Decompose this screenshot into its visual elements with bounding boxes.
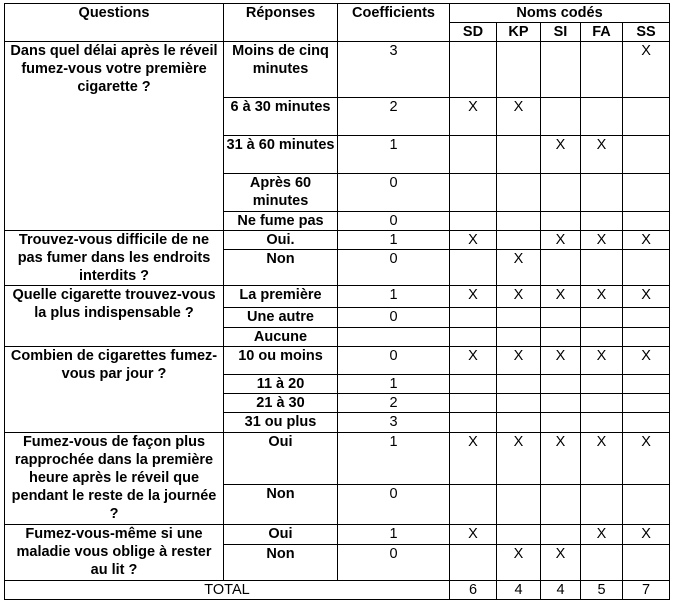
mark-cell [623,394,670,413]
header-code: SS [623,23,670,42]
mark-cell [450,250,497,286]
coefficient-cell: 1 [338,433,450,485]
mark-cell: X [497,250,541,286]
response-cell: 31 à 60 minutes [224,136,338,174]
mark-cell: X [581,136,623,174]
mark-cell: X [541,286,581,308]
mark-cell [623,375,670,394]
coefficient-cell: 1 [338,375,450,394]
mark-cell [450,413,497,433]
response-cell: 31 ou plus [224,413,338,433]
coefficient-cell: 0 [338,308,450,328]
mark-cell: X [581,231,623,250]
mark-cell [541,413,581,433]
mark-cell [450,545,497,581]
mark-cell: X [623,286,670,308]
response-cell: 10 ou moins [224,347,338,375]
mark-cell [581,375,623,394]
mark-cell [623,308,670,328]
coefficient-cell: 0 [338,212,450,231]
response-cell: Non [224,250,338,286]
mark-cell: X [497,347,541,375]
table-header [5,4,670,42]
mark-cell [581,250,623,286]
response-cell: 21 à 30 [224,394,338,413]
mark-cell [497,231,541,250]
mark-cell [450,328,497,347]
response-cell: La première [224,286,338,308]
mark-cell: X [497,98,541,136]
mark-cell [541,485,581,525]
mark-cell: X [581,347,623,375]
mark-cell [623,545,670,581]
mark-cell: X [623,231,670,250]
mark-cell [581,545,623,581]
total-row [5,581,670,600]
mark-cell [623,136,670,174]
response-cell: Oui. [224,231,338,250]
mark-cell: X [623,347,670,375]
response-cell: Moins de cinq minutes [224,42,338,98]
mark-cell [581,485,623,525]
mark-cell: X [581,433,623,485]
mark-cell [541,98,581,136]
mark-cell [623,328,670,347]
coefficient-cell [338,328,450,347]
coefficient-cell: 1 [338,525,450,545]
mark-cell [541,394,581,413]
mark-cell [497,328,541,347]
coefficient-cell: 2 [338,98,450,136]
total-value: 5 [581,581,623,600]
coefficient-cell: 1 [338,286,450,308]
mark-cell [581,98,623,136]
mark-cell [581,212,623,231]
mark-cell [541,375,581,394]
response-cell: 6 à 30 minutes [224,98,338,136]
mark-cell: X [623,42,670,98]
mark-cell [541,42,581,98]
header-code: FA [581,23,623,42]
mark-cell [623,413,670,433]
coefficient-cell: 0 [338,485,450,525]
header-questions: Questions [5,4,224,42]
mark-cell [541,328,581,347]
mark-cell [581,42,623,98]
mark-cell: X [450,433,497,485]
mark-cell: X [541,136,581,174]
mark-cell: X [450,98,497,136]
mark-cell: X [541,433,581,485]
question-cell: Quelle cigarette trouvez-vous la plus indispensable ? [5,286,224,347]
mark-cell [623,250,670,286]
mark-cell [497,136,541,174]
mark-cell [497,413,541,433]
mark-cell: X [450,347,497,375]
mark-cell [497,308,541,328]
mark-cell [450,212,497,231]
coefficient-cell: 0 [338,174,450,212]
mark-cell: X [623,525,670,545]
header-coded-names: Noms codés [450,4,670,23]
mark-cell: X [581,286,623,308]
header-code: SI [541,23,581,42]
mark-cell [497,42,541,98]
table-row [5,525,670,545]
mark-cell [497,485,541,525]
mark-cell [581,394,623,413]
response-cell: Non [224,485,338,525]
total-value: 6 [450,581,497,600]
response-cell: Après 60 minutes [224,174,338,212]
coefficient-cell: 0 [338,250,450,286]
mark-cell: X [497,286,541,308]
mark-cell [497,174,541,212]
mark-cell [581,413,623,433]
table-row [5,42,670,98]
mark-cell: X [541,545,581,581]
mark-cell [581,174,623,212]
coefficient-cell: 1 [338,231,450,250]
question-cell: Fumez-vous-même si une maladie vous oblige à rester au lit ? [5,525,224,581]
mark-cell [541,525,581,545]
response-cell: Aucune [224,328,338,347]
coefficient-cell: 2 [338,394,450,413]
mark-cell: X [541,231,581,250]
coefficient-cell: 0 [338,347,450,375]
header-code: KP [497,23,541,42]
mark-cell [541,308,581,328]
response-cell: Oui [224,525,338,545]
header-code: SD [450,23,497,42]
mark-cell: X [623,433,670,485]
mark-cell [450,136,497,174]
response-cell: Une autre [224,308,338,328]
mark-cell [623,174,670,212]
question-cell: Fumez-vous de façon plus rapprochée dans la première heure après le réveil que pendant le reste de la journée ? [5,433,224,525]
table-row [5,286,670,308]
total-value: 4 [541,581,581,600]
mark-cell [541,250,581,286]
mark-cell: X [581,525,623,545]
mark-cell [450,42,497,98]
mark-cell [450,394,497,413]
response-cell: Oui [224,433,338,485]
total-value: 4 [497,581,541,600]
mark-cell [450,174,497,212]
table-body [5,42,670,581]
mark-cell [497,525,541,545]
mark-cell: X [450,525,497,545]
mark-cell: X [541,347,581,375]
response-cell: 11 à 20 [224,375,338,394]
coefficient-cell: 3 [338,413,450,433]
mark-cell [623,98,670,136]
mark-cell: X [450,231,497,250]
mark-cell [623,485,670,525]
response-cell: Ne fume pas [224,212,338,231]
coefficient-cell: 1 [338,136,450,174]
table-row [5,231,670,250]
mark-cell [497,212,541,231]
coefficient-cell: 3 [338,42,450,98]
mark-cell [450,308,497,328]
mark-cell [581,328,623,347]
total-value: 7 [623,581,670,600]
mark-cell: X [497,433,541,485]
coefficient-cell: 0 [338,545,450,581]
mark-cell [623,212,670,231]
mark-cell [450,375,497,394]
question-cell: Trouvez-vous difficile de ne pas fumer dans les endroits interdits ? [5,231,224,286]
mark-cell [497,375,541,394]
table-row [5,433,670,485]
mark-cell [497,394,541,413]
header-responses: Réponses [224,4,338,42]
question-cell: Combien de cigarettes fumez-vous par jour ? [5,347,224,433]
mark-cell: X [497,545,541,581]
fagerstrom-table [4,3,670,600]
mark-cell [541,174,581,212]
mark-cell [581,308,623,328]
mark-cell [541,212,581,231]
total-label: TOTAL [5,581,450,600]
response-cell: Non [224,545,338,581]
mark-cell [450,485,497,525]
header-coefficients: Coefficients [338,4,450,42]
question-cell: Dans quel délai après le réveil fumez-vous votre première cigarette ? [5,42,224,231]
mark-cell: X [450,286,497,308]
table-row [5,347,670,375]
